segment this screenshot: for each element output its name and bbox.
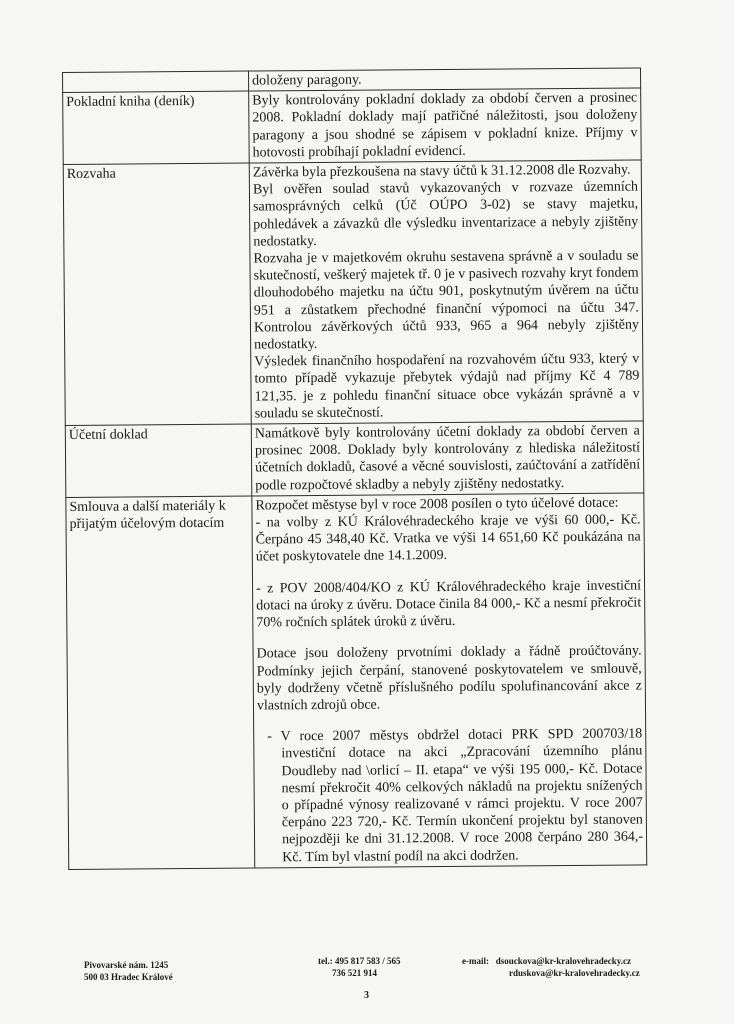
paragraph: - z POV 2008/404/KO z KÚ Královéhradeckého kraje investiční dotaci na úroky z úvěru. Dotace činila 84 000,- Kč a nesmí překročit 70% ročních splátek úroků z úvěru. xyxy=(256,578,642,631)
paragraph: Rozvaha je v majetkovém okruhu sestavena správně a v souladu se skutečností, veškerý majetek tř. 0 je v pasivech rozvahy kryt fondem dlouhodobého majetku na účtu 901, poskytnutým úvěrem na účtu 951 a zůstatkem přechodné finanční výpomoci na účtu 347. Kontrolou závěrkových účtů 933, 965 a 964 nebyly zjištěny nedostatky. xyxy=(253,248,640,353)
row-content xyxy=(251,421,644,496)
paragraph: Byl ověřen soulad stavů vykazovaných v rozvaze územních samosprávných celků (Úč OÚPO 3-02) se stavy majetku, pohledávek a závazků dle výsledku inventarizace a nebyly zjištěny nedostatky. xyxy=(252,179,639,250)
row-label: Rozvaha xyxy=(63,163,251,425)
row-content xyxy=(252,493,647,868)
email-label: e-mail: xyxy=(462,956,489,966)
table-row xyxy=(63,160,643,426)
paragraph: Rozpočet městyse byl v roce 2008 posílen o tyto účelové dotace: xyxy=(255,495,619,514)
paragraph: Výsledek finančního hospodaření na rozvahovém účtu 933, který v tomto případě vykazuje přebytek výdajů nad příjmy Kč 4 789 121,35. je z pohledu finanční situace obce vykázán správně a v souladu se skutečností. xyxy=(254,351,640,422)
footer-phone xyxy=(318,955,401,979)
footer-address xyxy=(84,959,173,983)
table-row xyxy=(66,493,647,869)
paragraph: Byly kontrolovány pokladní doklady za období červen a prosinec 2008. Pokladní doklady mají patřičné náležitosti, jsou doloženy paragony a jsou shodné se zápisem v pokladní knize. Příjmy v hotovosti probíhají pokladní evidencí. xyxy=(252,90,638,161)
page-number: 3 xyxy=(364,990,369,1001)
address-line: 500 03 Hradec Králové xyxy=(84,972,173,982)
phone-line: tel.: 495 817 583 / 565 xyxy=(318,956,401,966)
phone-line: 736 521 914 xyxy=(332,968,377,978)
paragraph: - na volby z KÚ Královéhradeckého kraje ve výši 60 000,- Kč. Čerpáno 45 348,40 Kč. Vratka ve výši 14 651,60 Kč poukázána na účet poskytovatele dne 14.1.2009. xyxy=(255,512,641,565)
table-row xyxy=(63,88,642,164)
address-line: Pivovarské nám. 1245 xyxy=(84,960,169,970)
email-address: rduskova@kr-kralovehradecky.cz xyxy=(509,968,640,978)
footer-email xyxy=(462,955,640,979)
email-address: dsouckova@kr-kralovehradecky.cz xyxy=(495,956,632,966)
audit-findings-table xyxy=(62,67,647,869)
row-label: Smlouva a další materiály k přijatým účelovým dotacím xyxy=(66,496,255,869)
row-label xyxy=(63,71,249,93)
row-content xyxy=(249,88,642,163)
paragraph: Závěrka byla přezkoušena na stavy účtů k 31.12.2008 dle Rozvahy. xyxy=(252,162,631,181)
row-label: Účetní doklad xyxy=(65,424,252,497)
paragraph: - V roce 2007 městys obdržel dotaci PRK SPD 200703/18 investiční dotace na akci „Zpracování územního plánu Doudleby nad \orlicí – II. etapa“ ve výši 195 000,- Kč. Dotace nesmí překročit 40% celkových nákladů na projektu snížených o případné výnosy realizované v rámci projektu. V roce 2007 čerpáno 223 720,- Kč. Termín ukončení projektu byl stanoven nejpozději ke dni 31.12.2008. V roce 2008 čerpáno 280 364,- Kč. Tím byl vlastní podíl na akci dodržen. xyxy=(267,726,644,865)
row-label: Pokladní kniha (deník) xyxy=(63,91,250,164)
paragraph: Dotace jsou doloženy prvotními doklady a řádně proúčtovány. Podmínky jejich čerpání, stanovené poskytovatelem ve smlouvě, byly dodrženy včetně příslušného podílu spolufinancování akce z vlastních zdrojů obce. xyxy=(256,643,642,714)
paragraph: doloženy paragony. xyxy=(252,72,362,89)
paragraph: Namátkově byly kontrolovány účetní doklady za období červen a prosinec 2008. Doklady byly kontrolovány z hlediska náležitostí účetních dokladů, časové a věcné souvislosti, zaúčtování a zatřídění podle rozpočtové skladby a nebyly zjištěny nedostatky. xyxy=(254,423,641,494)
row-content xyxy=(249,160,643,424)
table-row xyxy=(65,421,644,497)
